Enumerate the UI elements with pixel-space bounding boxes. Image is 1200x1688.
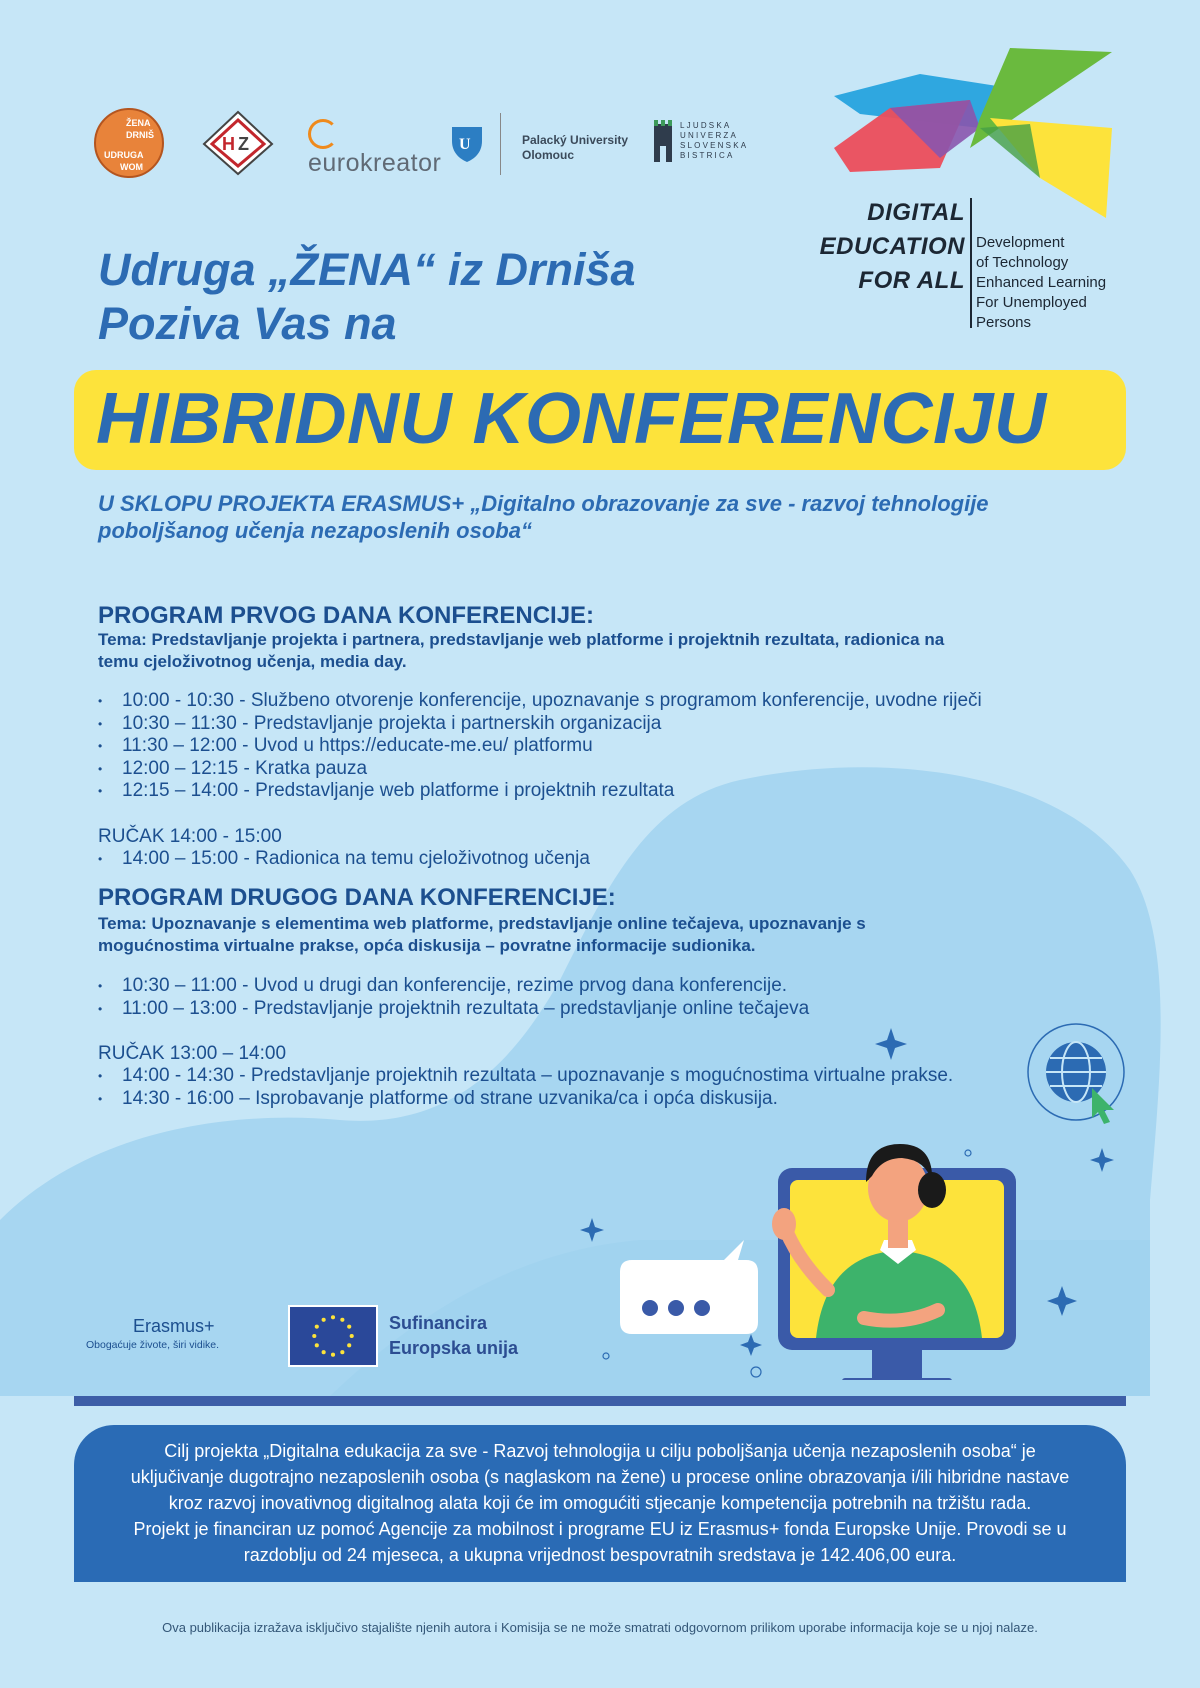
conference-title: HIBRIDNU KONFERENCIJU [96,379,1047,459]
info-line-5: razdoblju od 24 mjeseca, a ukupna vrijednost bespovratnih sredstava je 142.406,00 eura. [243,1545,957,1565]
day1-schedule [98,690,982,803]
invitation-line-2: Poziva Vas na [98,298,397,349]
udruga-logo-text-2: DRNIŠ [126,130,155,140]
defa-subtitle-line-3: Enhanced Learning [976,274,1107,291]
eu-star-icon [322,1318,326,1322]
day2-lunch: RUČAK 13:00 – 14:00 [98,1043,287,1064]
eu-cofunding-text [389,1311,518,1361]
erasmus-name: Erasmus+ [133,1316,215,1336]
eu-star-icon [340,1318,344,1322]
palacky-name-line-1: Palacký University [522,133,629,147]
day1-theme: Tema: Predstavljanje projekta i partnera, predstavljanje web platforme i projektnih rezultata, radionica na temu cjeloživotnog učenja, media day. [98,630,945,671]
online-teacher-illustration [580,1000,1140,1380]
defa-subtitle [976,233,1106,333]
palacky-university-logo [450,113,640,173]
schedule-item: • 14:30 - 16:00 – Isprobavanje platforme od strane uzvanika/ca i opća diskusija. [98,1088,953,1111]
info-line-1: Cilj projekta „Digitalna edukacija za sve - Razvoj tehnologija u cilju poboljšanja učenja nezaposlenih osoba“ je [164,1441,1036,1461]
day1-lunch: RUČAK 14:00 - 15:00 [98,826,282,847]
chat-bubble-icon [620,1240,758,1334]
invitation-heading [98,243,636,351]
eu-star-icon [312,1334,316,1338]
schedule-item: • 10:00 - 10:30 - Službeno otvorenje konferencije, upoznavanje s programom konferencije, uvodne riječi [98,690,982,713]
castle-icon [652,120,674,164]
erasmus-logo [86,1316,219,1351]
eurokreator-ring-icon [308,119,338,149]
svg-text:H: H [222,134,235,154]
day1-title: PROGRAM PRVOG DANA KONFERENCIJE: [98,602,595,629]
svg-text:Z: Z [238,134,249,154]
defa-title [780,196,965,298]
schedule-item: • 10:30 – 11:00 - Uvod u drugi dan konferencije, rezime prvog dana konferencije. [98,975,809,998]
schedule-item: • 14:00 – 15:00 - Radionica na temu cjeloživotnog učenja [98,848,590,871]
defa-title-line-2: EDUCATION [819,233,965,260]
defa-subtitle-line-1: Development [976,234,1065,251]
udruga-logo-text-3: UDRUGA [104,150,144,160]
defa-divider [970,198,972,328]
eu-text-line-2: Europska unija [389,1338,519,1358]
day2-theme: Tema: Upoznavanje s elementima web platforme, predstavljanje online tečajeva, upoznavanje s mogućnostima virtualne prakse, opća diskusija – povratne informacije sudionika. [98,914,866,955]
ljudska-text [680,121,748,161]
schedule-item: • 12:00 – 12:15 - Kratka pauza [98,758,982,781]
eu-star-icon [322,1350,326,1354]
defa-title-line-1: DIGITAL [867,199,965,226]
eu-text-line-1: Sufinancira [389,1313,488,1333]
invitation-line-1: Udruga „ŽENA“ iz Drniša [98,244,636,295]
palacky-shield-icon [450,123,484,163]
eurokreator-logo [308,119,441,178]
schedule-item: • 10:30 – 11:30 - Predstavljanje projekta i partnerskih organizacija [98,713,982,736]
schedule-item: • 11:00 – 13:00 - Predstavljanje projektnih rezultata – predstavljanje online tečajeva [98,998,809,1021]
section-divider [74,1396,1126,1406]
ljudska-line-4: BISTRICA [680,151,735,160]
day1-afternoon [98,848,590,871]
palacky-name [522,133,628,163]
eu-star-icon [347,1343,351,1347]
info-line-4: Projekt je financiran uz pomoć Agencije za mobilnost i programe EU iz Erasmus+ fonda Europske Unije. Provodi se u [133,1519,1067,1539]
eu-flag-icon [288,1305,378,1367]
defa-subtitle-line-2: of Technology [976,254,1069,271]
info-line-2: uključivanje dugotrajno nezaposlenih osoba (s naglaskom na žene) u procese online obrazovanja i/ili hibridne nastave [130,1467,1070,1487]
eu-star-icon [350,1334,354,1338]
schedule-item: • 12:15 – 14:00 - Predstavljanje web platforme i projektnih rezultata [98,780,982,803]
palacky-divider [500,113,501,175]
udruga-zena-logo [94,108,164,178]
palacky-name-line-2: Olomouc [522,148,575,162]
ljudska-line-1: LJUDSKA [680,121,732,130]
globe-icon [1028,1024,1124,1124]
eu-star-icon [315,1343,319,1347]
info-line-3: kroz razvoj inovativnog digitalnog alata koji će im omogućiti stjecanje kompetencija potrebnih na tržištu rada. [168,1493,1032,1513]
eu-star-icon [340,1350,344,1354]
project-info-text [74,1438,1126,1568]
ljudska-line-2: UNIVERZA [680,131,739,140]
day2-title: PROGRAM DRUGOG DANA KONFERENCIJE: [98,884,616,911]
schedule-item: • 11:30 – 12:00 - Uvod u https://educate-me.eu/ platformu [98,735,982,758]
udruga-logo-text-1: ŽENA [126,118,151,128]
erasmus-slogan: Obogaćuje živote, širi vidike. [86,1339,220,1351]
ljudska-line-3: SLOVENSKA [680,141,749,150]
svg-text:U: U [459,136,471,153]
eu-star-icon [331,1315,335,1319]
disclaimer: Ova publikacija izražava isključivo stajalište njenih autora i Komisija se ne može smatrati odgovornom prilikom uporabe informacija koje se u njoj nalaze. [162,1620,1038,1635]
project-subtitle: U SKLOPU PROJEKTA ERASMUS+ „Digitalno obrazovanje za sve - razvoj tehnologije poboljšanog učenja nezaposlenih osoba“ [98,491,989,543]
eu-star-icon [347,1325,351,1329]
defa-subtitle-line-4: For Unemployed [976,294,1087,311]
schedule-item: • 14:00 - 14:30 - Predstavljanje projektnih rezultata – upoznavanje s mogućnostima virtualne prakse. [98,1065,953,1088]
udruga-logo-text-4: WOM [120,162,143,172]
eurokreator-text: eurokreator [308,149,442,178]
defa-title-line-3: FOR ALL [858,267,965,294]
hzz-logo-icon [202,110,274,176]
ljudska-univerza-logo [652,120,752,168]
eu-star-icon [331,1353,335,1357]
eu-star-icon [315,1325,319,1329]
defa-subtitle-line-5: Persons [976,314,1032,331]
